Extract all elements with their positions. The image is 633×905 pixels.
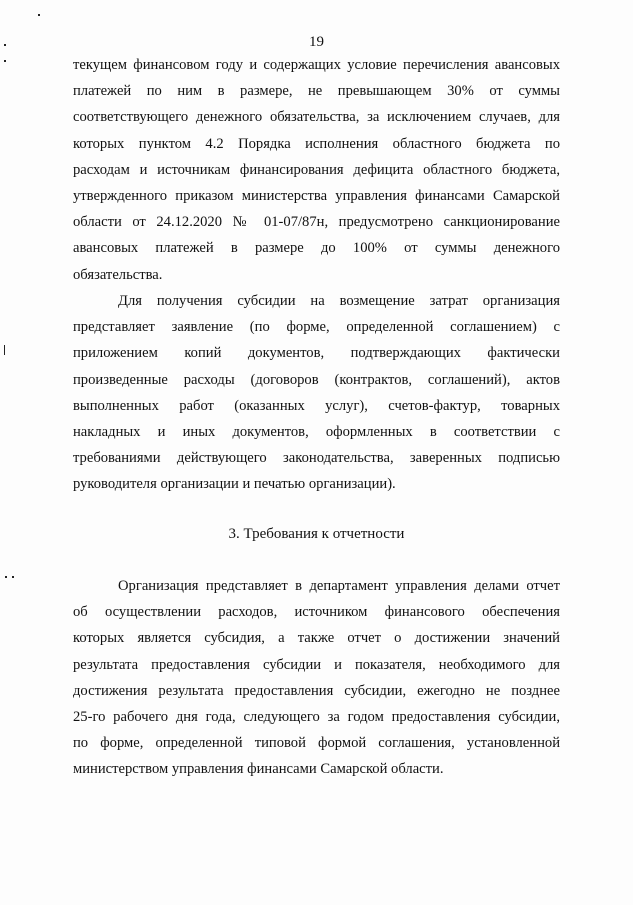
text-line: министерством управления финансами Самарской области. <box>73 761 444 778</box>
text-line: об осуществлении расходов, источником финансового обеспечения <box>73 604 560 621</box>
text-line: платежей по ним в размере, не превышающем 30% от суммы <box>73 83 560 100</box>
text-line: достижения результата предоставления субсидии, ежегодно не позднее <box>73 682 560 699</box>
text-line: выполненных работ (оказанных услуг), счетов-фактур, товарных <box>73 397 560 414</box>
text-line: представляет заявление (по форме, определенной соглашением) с <box>73 319 560 336</box>
text-line: расходам и источникам финансирования дефицита областного бюджета, <box>73 161 560 178</box>
text-line: руководителя организации и печатью организации). <box>73 476 396 493</box>
text-line: которых пунктом 4.2 Порядка исполнения областного бюджета по <box>73 135 560 152</box>
text-line: по форме, определенной типовой формой соглашения, установленной <box>73 735 560 752</box>
text-line: утвержденного приказом министерства управления финансами Самарской <box>73 187 560 204</box>
text-line: которых является субсидия, а также отчет о достижении значений <box>73 630 560 647</box>
text-line: обязательства. <box>73 266 163 283</box>
scan-mark <box>5 576 7 578</box>
text-line: приложением копий документов, подтверждающих фактически <box>73 345 560 362</box>
text-line: текущем финансовом году и содержащих условие перечисления авансовых <box>73 57 560 73</box>
text-line: накладных и иных документов, оформленных в соответствии с <box>73 423 560 440</box>
text-line: области от 24.12.2020 № 01-07/87н, предусмотрено санкционирование <box>73 214 560 231</box>
scan-mark <box>4 60 6 62</box>
text-line: произведенные расходы (договоров (контрактов, соглашений), актов <box>73 371 560 388</box>
scan-mark <box>12 576 14 578</box>
text-line: соответствующего денежного обязательства, за исключением случаев, для <box>73 109 560 126</box>
paragraph-3 <box>73 573 560 783</box>
text-line: авансовых платежей в размере до 100% от суммы денежного <box>73 240 560 257</box>
text-line: Для получения субсидии на возмещение затрат организация <box>118 293 560 309</box>
scan-mark <box>38 14 40 16</box>
page-number: 19 <box>309 34 324 50</box>
paragraph-1 <box>73 52 560 288</box>
section-heading: 3. Требования к отчетности <box>228 526 405 542</box>
text-line: результата предоставления субсидии и показателя, необходимого для <box>73 656 560 673</box>
text-line: 25-го рабочего дня года, следующего за годом предоставления субсидии, <box>73 708 560 725</box>
scan-mark <box>4 345 5 355</box>
paragraph-2 <box>73 288 560 498</box>
text-line: Организация представляет в департамент управления делами отчет <box>118 578 560 594</box>
text-line: требованиями действующего законодательства, заверенных подписью <box>73 450 560 467</box>
